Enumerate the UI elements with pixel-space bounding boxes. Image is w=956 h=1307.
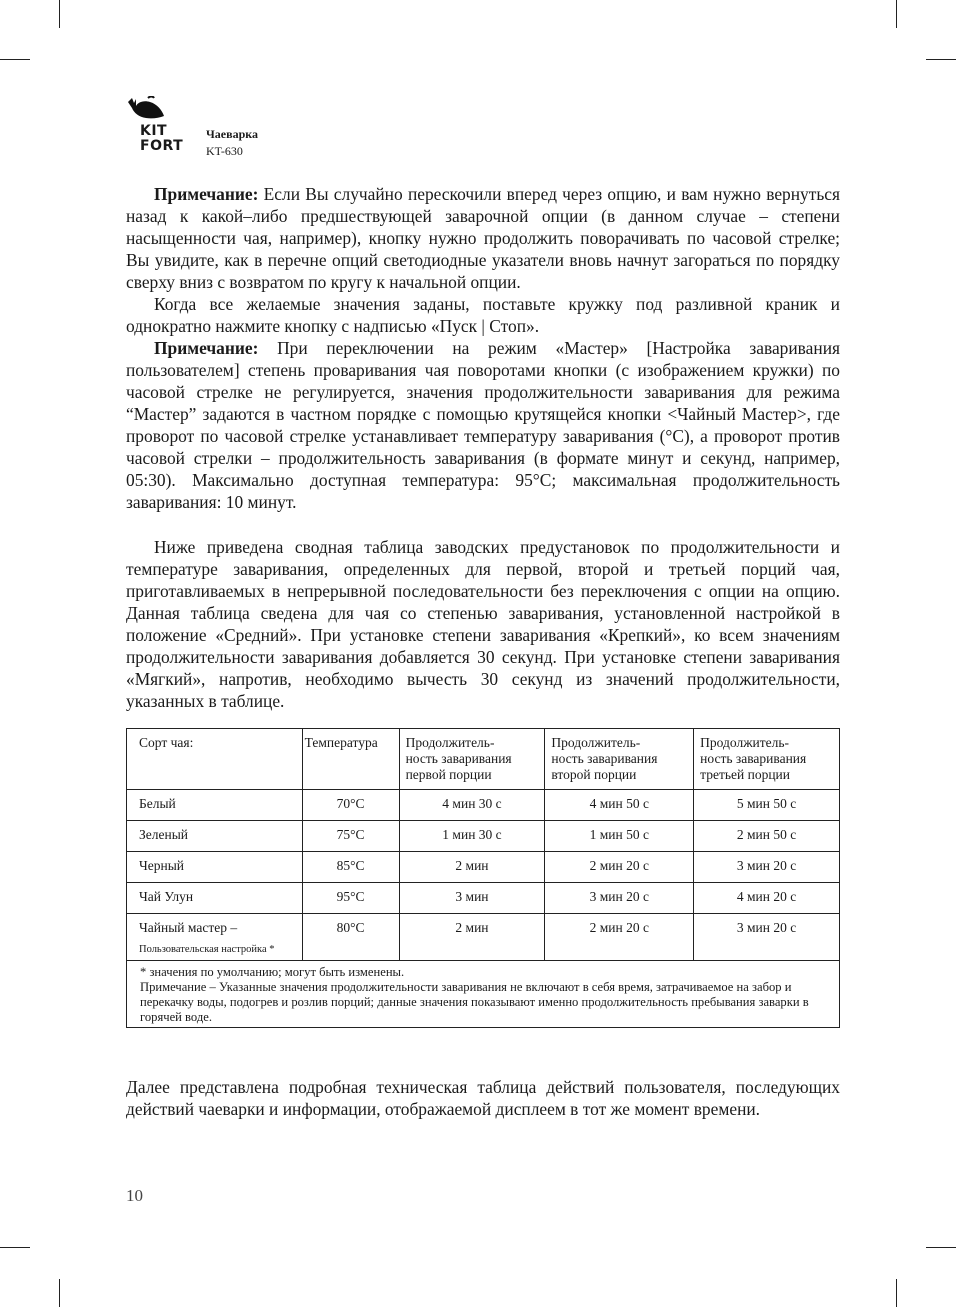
brand-logo bbox=[140, 124, 183, 154]
crop-mark bbox=[59, 1279, 60, 1307]
header-sort: Сорт чая: bbox=[127, 729, 303, 790]
cell-duration: 2 мин 20 с bbox=[545, 914, 694, 961]
crop-mark bbox=[926, 59, 956, 60]
cell-duration: 4 мин 20 с bbox=[694, 883, 840, 914]
cell-temp: 70°С bbox=[302, 790, 399, 821]
header-duration-3: Продолжитель- ность заваривания третьей порции bbox=[694, 729, 840, 790]
product-info bbox=[206, 126, 258, 160]
brew-settings-table bbox=[126, 728, 840, 1028]
cell-temp: 75°С bbox=[302, 821, 399, 852]
table-footnote bbox=[127, 961, 840, 1028]
header-duration-2: Продолжитель- ность заваривания второй порции bbox=[545, 729, 694, 790]
paragraph: Ниже приведена сводная таблица заводских предустановок по продолжительности и температуре заваривания, определенных для первой, второй и третьей порций чая, приготавливаемых в непрерывной последовательности без переключения с опции на опцию. Данная таблица сведена для чая со степенью заваривания, установленной настройкой в положение «Средний». При установке степени заваривания «Крепкий», ко всем значениям продолжительности заваривания добавляется 30 секунд. При установке степени заваривания «Мягкий», напротив, необходимо вычесть 30 секунд из значений продолжительности, указанных в таблице. bbox=[126, 537, 840, 711]
cell-duration: 2 мин bbox=[399, 852, 545, 883]
crop-mark bbox=[926, 1247, 956, 1248]
section-notes bbox=[126, 183, 840, 513]
cell-duration: 4 мин 50 с bbox=[545, 790, 694, 821]
crop-mark bbox=[896, 0, 897, 28]
cell-temp: 80°С bbox=[302, 914, 399, 961]
cell-duration: 4 мин 30 с bbox=[399, 790, 545, 821]
paragraph: Далее представлена подробная техническая таблица действий пользователя, последующих действий чаеварки и информации, отображаемой дисплеем в тот же момент времени. bbox=[126, 1077, 840, 1119]
table-footnote-row bbox=[127, 961, 840, 1028]
cell-duration: 2 мин bbox=[399, 914, 545, 961]
cell-duration: 1 мин 30 с bbox=[399, 821, 545, 852]
table-row bbox=[127, 883, 840, 914]
cell-sort: Белый bbox=[127, 790, 303, 821]
cell-duration: 3 мин bbox=[399, 883, 545, 914]
product-model: KT-630 bbox=[206, 144, 243, 158]
table-row bbox=[127, 821, 840, 852]
page-number: 10 bbox=[126, 1186, 143, 1205]
cell-duration: 1 мин 50 с bbox=[545, 821, 694, 852]
cell-duration: 3 мин 20 с bbox=[694, 852, 840, 883]
cell-sort: Зеленый bbox=[127, 821, 303, 852]
note-label: Примечание: bbox=[154, 184, 259, 204]
footnote-1: * значения по умолчанию; могут быть изменены. bbox=[140, 965, 405, 979]
cell-duration: 2 мин 20 с bbox=[545, 852, 694, 883]
crop-mark bbox=[59, 0, 60, 28]
header-duration-1: Продолжитель- ность заваривания первой порции bbox=[399, 729, 545, 790]
page-header bbox=[126, 96, 326, 160]
cell-sort: Черный bbox=[127, 852, 303, 883]
cell-temp: 85°С bbox=[302, 852, 399, 883]
note-text: При переключении на режим «Мастер» [Настройка заваривания пользователем] степень проваривания чая поворотами кнопки (с изображением кружки) по часовой стрелке не регулируется, значения продолжительности заваривания для режима “Мастер” задаются в частном порядке с помощью крутящейся кнопки <Чайный Мастер>, где проворот по часовой стрелке устанавливает температуру заваривания (°С), а проворот против часовой стрелки – продолжительность заваривания (в формате минут и секунд, например, 05:30). Максимально доступная температура: 95°С; максимальная продолжительность заваривания: 10 минут. bbox=[126, 338, 840, 512]
brand-bottom: FORT bbox=[140, 138, 184, 154]
brand-top: KIT bbox=[140, 123, 168, 139]
note-label: Примечание: bbox=[154, 338, 259, 358]
footnote-2: Примечание – Указанные значения продолжительности заваривания не включают в себя время, затрачиваемое на забор и перекачку воды, подогрев и розлив порций; данные значения показывают именно продолжительность пребывания заварки в горячей воде. bbox=[140, 980, 809, 1024]
crop-mark bbox=[896, 1279, 897, 1307]
product-name: Чаеварка bbox=[206, 127, 259, 141]
cell-temp: 95°С bbox=[302, 883, 399, 914]
table-row bbox=[127, 914, 840, 961]
note-paragraph-2 bbox=[126, 337, 840, 513]
table-header-row bbox=[127, 729, 840, 790]
cell-sort: Чайный мастер – Пользовательская настройка * bbox=[127, 914, 303, 961]
note-text: Если Вы случайно перескочили вперед через опцию, и вам нужно вернуться назад к какой–либо предшествующей заварочной опции (в данном случае – степени насыщенности чая, например), кнопку нужно продолжить поворачивать по часовой стрелке; Вы увидите, как в перечне опций светодиодные указатели вновь начнут загораться по порядку сверху вниз с возвратом по кругу к начальной опции. bbox=[126, 184, 840, 292]
header-temperature: Температура bbox=[302, 729, 399, 790]
cell-duration: 3 мин 20 с bbox=[694, 914, 840, 961]
crop-mark bbox=[0, 59, 30, 60]
cell-duration: 2 мин 50 с bbox=[694, 821, 840, 852]
whale-logo-icon bbox=[126, 96, 166, 124]
crop-mark bbox=[0, 1247, 30, 1248]
cell-duration: 5 мин 50 с bbox=[694, 790, 840, 821]
cell-duration: 3 мин 20 с bbox=[545, 883, 694, 914]
table-row bbox=[127, 852, 840, 883]
note-paragraph-1 bbox=[126, 183, 840, 293]
table-row bbox=[127, 790, 840, 821]
section-next bbox=[126, 1076, 840, 1120]
section-table-intro bbox=[126, 536, 840, 712]
cell-sort: Чай Улун bbox=[127, 883, 303, 914]
paragraph: Когда все желаемые значения заданы, поставьте кружку под разливной краник и однократно нажмите кнопку с надписью «Пуск | Стоп». bbox=[126, 294, 840, 336]
